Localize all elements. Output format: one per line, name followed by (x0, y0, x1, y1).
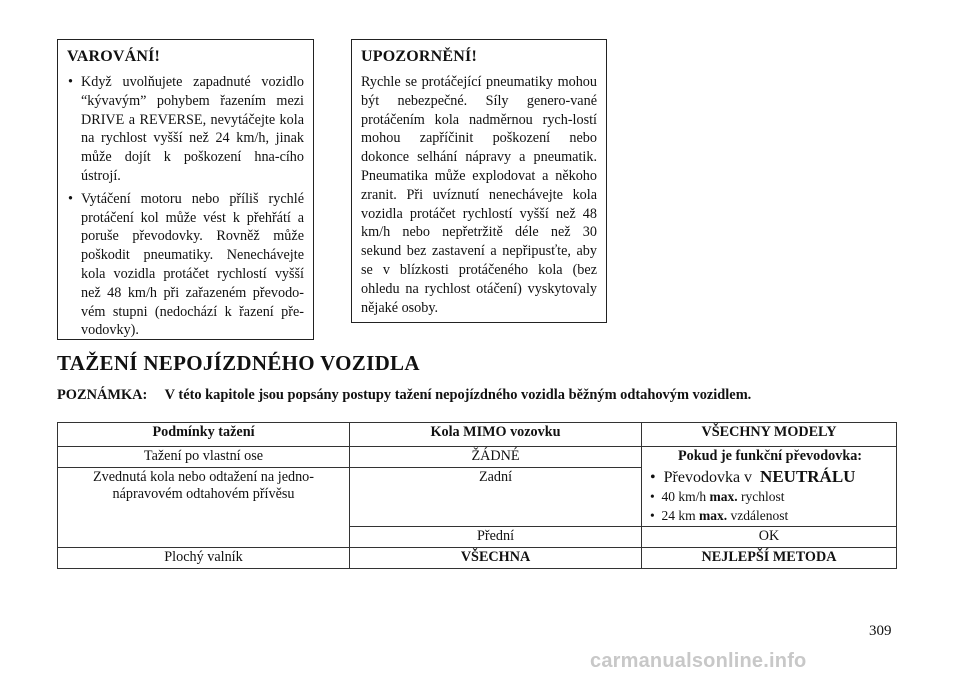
speed-max: max. (709, 489, 738, 504)
bullet-dot-icon: • (650, 508, 655, 523)
cell-wheels: Zadní (350, 468, 642, 527)
neutral-bold: NEUTRÁLU (760, 467, 856, 486)
caution-box (351, 39, 607, 323)
distance-value: 24 km (661, 508, 696, 523)
page-number: 309 (869, 623, 892, 639)
cell-condition: Plochý valník (58, 548, 350, 569)
warning-box (57, 39, 314, 340)
warning-bullet-text: Když uvolňujete zapadnuté vozidlo “kývavým” pohybem řazením mezi DRIVE a REVERSE, nevytáčejte kola na rychlost vyšší než 24 km/h, jinak může dojít k poškození hna-cího ústrojí. (81, 74, 304, 184)
bullet-dot-icon: • (650, 469, 656, 486)
cell-condition: Zvednutá kola nebo odtažení na jedno-nápravovém odtahovém přívěsu (58, 468, 350, 548)
warning-bullet (67, 73, 304, 186)
cell-models: OK (642, 527, 897, 548)
warning-bullet-text: Vytáčení motoru nebo příliš rychlé protáčení kol může vést k přehřátí a poruše převodovky. Rovněž může poškodit pneumatiky. Nenechávejte kola vozidla protáčet rychlostí vyšší než 48 km/h při zařazeném převodo-vém stupni (nedochází k řazení pře-vodovky). (81, 190, 304, 339)
note-text: V této kapitole jsou popsány postupy tažení nepojízdného vozidla běžným odtahovým vozidlem. (164, 387, 752, 403)
towing-table (57, 422, 897, 569)
watermark: carmanualsonline.info (590, 650, 807, 672)
conditions-line-distance (650, 507, 890, 524)
conditions-line-speed (650, 488, 890, 505)
cell-wheels: ŽÁDNÉ (350, 447, 642, 468)
cell-wheels: Přední (350, 527, 642, 548)
cell-wheels: VŠECHNA (350, 548, 642, 569)
caution-text: Rychle se protáčející pneumatiky mohou být nebezpečné. Síly genero-vané protáčením kola nadměrnou rych-lostí mohou zapříčinit poškození nebo dokonce selhání nápravy a pneumatik. Pneumatika může explodovat a někoho zranit. Při uvíznutí nenechávejte kola vozidla protáčet rychlostí vyšší než 48 km/h nebo nepřetržitě déle než 30 sekund bez zastavení a nepřipusťte, aby se v blízkosti protáčeného kola (bez ohledu na rychlost otáčení) vyskytovaly nějaké osoby. (361, 74, 597, 316)
speed-suffix: rychlost (741, 489, 785, 504)
section-title: TAŽENÍ NEPOJÍZDNÉHO VOZIDLA (57, 351, 420, 375)
header-towing-conditions: Podmínky tažení (58, 423, 350, 447)
speed-value: 40 km/h (661, 489, 707, 504)
cell-transmission-conditions (642, 447, 897, 527)
table-row (58, 548, 897, 569)
table-row (58, 447, 897, 468)
neutral-prefix: Převodovka v (663, 469, 753, 486)
cell-condition: Tažení po vlastní ose (58, 447, 350, 468)
table-header-row (58, 423, 897, 447)
conditions-title: Pokud je funkční převodovka: (677, 448, 863, 464)
cell-models: NEJLEPŠÍ METODA (642, 548, 897, 569)
bullet-dot-icon: • (650, 489, 655, 504)
distance-suffix: vzdálenost (730, 508, 789, 523)
header-wheels-off-road: Kola MIMO vozovku (350, 423, 642, 447)
header-all-models: VŠECHNY MODELY (642, 423, 897, 447)
note (57, 387, 751, 404)
bullet-dot-icon: • (68, 190, 73, 207)
conditions-line-neutral (650, 468, 890, 486)
warning-title: VAROVÁNÍ! (67, 48, 161, 65)
distance-max: max. (699, 508, 728, 523)
caution-title: UPOZORNĚNÍ! (361, 48, 477, 65)
bullet-dot-icon: • (68, 74, 73, 90)
warning-bullet (67, 190, 304, 340)
note-label: POZNÁMKA: (57, 387, 148, 403)
